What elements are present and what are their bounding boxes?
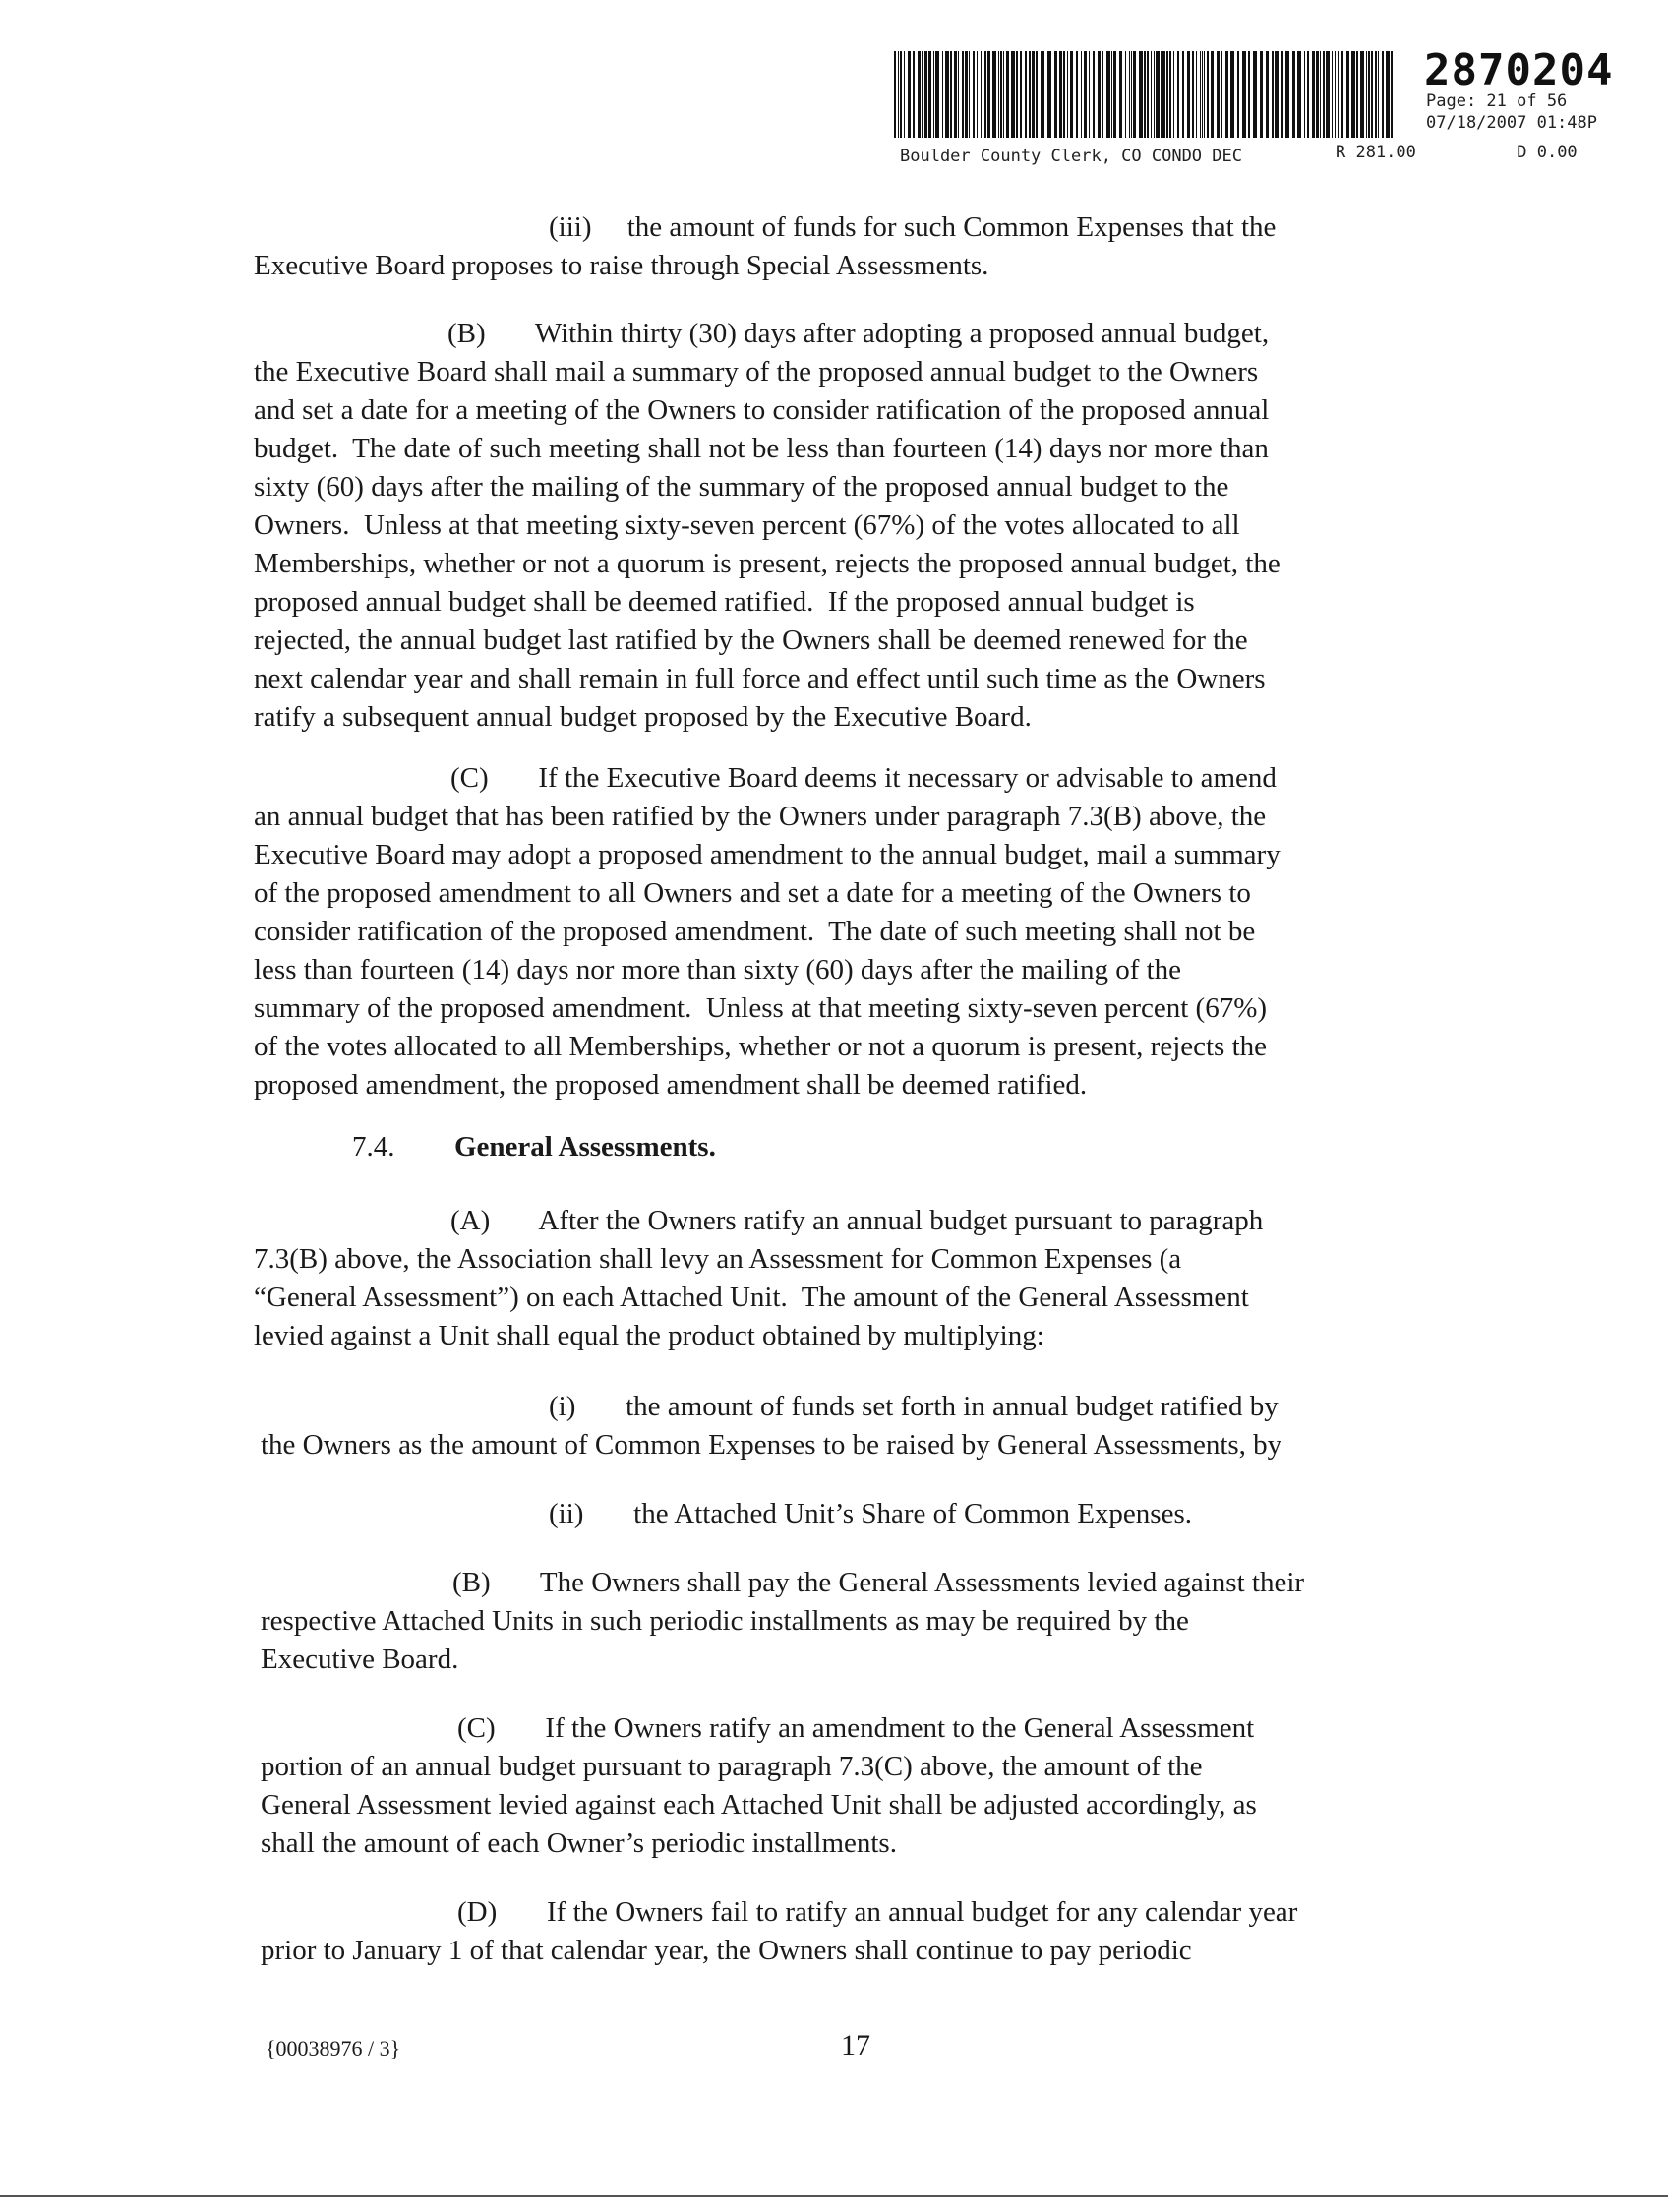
- para-line: Memberships, whether or not a quorum is present, rejects the proposed annual budget, the: [254, 548, 1281, 579]
- para-line: the Executive Board shall mail a summary of the proposed annual budget to the Owners: [254, 356, 1259, 388]
- para-line: (C) If the Executive Board deems it necessary or advisable to amend: [450, 762, 1277, 794]
- page-count: Page: 21 of 56: [1426, 91, 1568, 111]
- para-line: (B) Within thirty (30) days after adopting a proposed annual budget,: [447, 318, 1270, 349]
- para-line: (C) If the Owners ratify an amendment to the General Assessment: [457, 1712, 1255, 1744]
- reception-number: 2870204: [1424, 45, 1614, 95]
- para-line: of the proposed amendment to all Owners and set a date for a meeting of the Owners to: [254, 877, 1251, 909]
- recording-stamp: [890, 45, 1638, 169]
- para-line: proposed amendment, the proposed amendment shall be deemed ratified.: [254, 1069, 1088, 1101]
- para-line: 7.3(B) above, the Association shall levy an Assessment for Common Expenses (a: [254, 1243, 1182, 1275]
- para-line: portion of an annual budget pursuant to paragraph 7.3(C) above, the amount of the: [261, 1751, 1203, 1782]
- clause-i-line1: (i) the amount of funds set forth in annual budget ratified by: [549, 1391, 1279, 1422]
- fee-d: D 0.00: [1517, 143, 1578, 162]
- clause-i-line2: the Owners as the amount of Common Expenses to be raised by General Assessments, by: [261, 1429, 1282, 1461]
- para-line: General Assessment levied against each Attached Unit shall be adjusted accordingly, as: [261, 1789, 1257, 1821]
- clause-iii-line1: (iii) the amount of funds for such Common Expenses that the: [549, 211, 1277, 243]
- document-id: {00038976 / 3}: [266, 2036, 401, 2061]
- para-line: shall the amount of each Owner’s periodic installments.: [261, 1827, 897, 1859]
- section-number: 7.4.: [352, 1131, 395, 1163]
- clause-ii: (ii) the Attached Unit’s Share of Common Expenses.: [549, 1498, 1193, 1529]
- para-line: proposed annual budget shall be deemed ratified. If the proposed annual budget is: [254, 586, 1195, 618]
- para-line: less than fourteen (14) days nor more than sixty (60) days after the mailing of the: [254, 954, 1182, 986]
- para-line: respective Attached Units in such periodic installments as may be required by the: [261, 1605, 1189, 1637]
- recording-datetime: 07/18/2007 01:48P: [1426, 113, 1597, 133]
- section-title: General Assessments.: [454, 1131, 716, 1163]
- clause-iii-line2: Executive Board proposes to raise through Special Assessments.: [254, 250, 989, 281]
- para-line: budget. The date of such meeting shall not be less than fourteen (14) days nor more than: [254, 433, 1269, 464]
- para-line: next calendar year and shall remain in full force and effect until such time as the Owners: [254, 663, 1266, 694]
- para-line: and set a date for a meeting of the Owners to consider ratification of the proposed annual: [254, 394, 1270, 426]
- para-line: (D) If the Owners fail to ratify an annual budget for any calendar year: [457, 1896, 1298, 1928]
- para-line: Executive Board may adopt a proposed amendment to the annual budget, mail a summary: [254, 839, 1281, 870]
- para-line: (B) The Owners shall pay the General Assessments levied against their: [452, 1567, 1305, 1598]
- fee-r: R 281.00: [1336, 143, 1416, 162]
- para-line: consider ratification of the proposed amendment. The date of such meeting shall not be: [254, 916, 1256, 947]
- para-line: an annual budget that has been ratified by the Owners under paragraph 7.3(B) above, the: [254, 801, 1267, 832]
- para-line: Executive Board.: [261, 1644, 459, 1675]
- para-line: prior to January 1 of that calendar year, the Owners shall continue to pay periodic: [261, 1935, 1192, 1966]
- para-line: Owners. Unless at that meeting sixty-seven percent (67%) of the votes allocated to all: [254, 509, 1240, 541]
- para-line: rejected, the annual budget last ratified by the Owners shall be deemed renewed for the: [254, 625, 1248, 656]
- page-number: 17: [841, 2029, 870, 2062]
- para-line: (A) After the Owners ratify an annual budget pursuant to paragraph: [450, 1205, 1264, 1236]
- clerk-line: Boulder County Clerk, CO CONDO DEC: [900, 147, 1242, 166]
- para-line: levied against a Unit shall equal the product obtained by multiplying:: [254, 1320, 1044, 1351]
- para-line: ratify a subsequent annual budget proposed by the Executive Board.: [254, 701, 1032, 733]
- barcode: [890, 51, 1401, 142]
- para-line: “General Assessment”) on each Attached Unit. The amount of the General Assessment: [254, 1282, 1249, 1313]
- para-line: summary of the proposed amendment. Unless at that meeting sixty-seven percent (67%): [254, 992, 1268, 1024]
- para-line: of the votes allocated to all Memberships, whether or not a quorum is present, rejects the: [254, 1031, 1268, 1062]
- para-line: sixty (60) days after the mailing of the summary of the proposed annual budget to the: [254, 471, 1229, 503]
- fee-line: [1336, 143, 1578, 162]
- scan-edge-line: [0, 2195, 1668, 2197]
